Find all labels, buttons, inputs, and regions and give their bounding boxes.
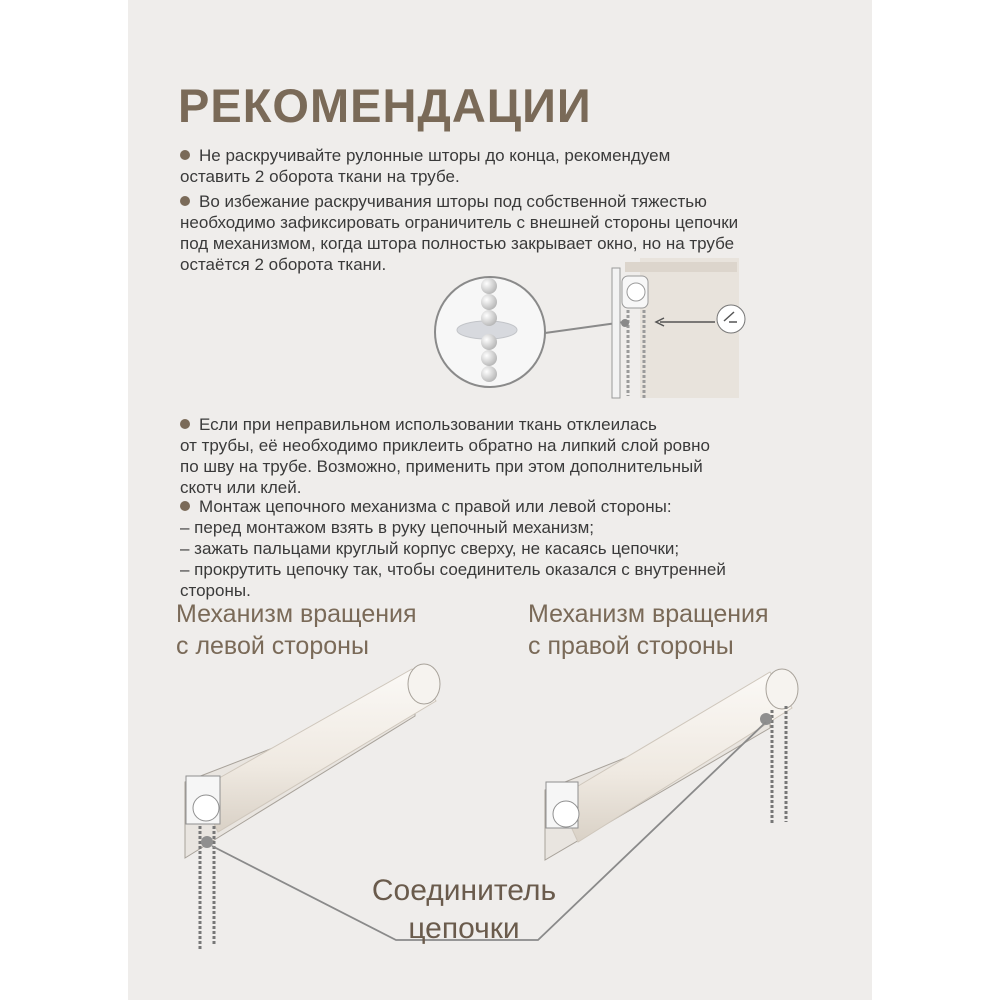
caption-right-mechanism: Механизм вращения с правой стороны [528, 600, 769, 660]
recommendation-4: Монтаж цепочного механизма с правой или левой стороны: – перед монтажом взять в руку цепочный механизм; – зажать пальцами круглый корпус сверху, не касаясь цепочки; – прокрутить цепочку так, чтобы соединитель оказался с внутренней стороны. [180, 497, 726, 600]
right-mechanism-illustration [545, 669, 798, 860]
connector-label: Соединитель цепочки [371, 874, 557, 945]
page-title: РЕКОМЕНДАЦИИ [178, 79, 592, 132]
blind-closed-illustration [612, 258, 745, 400]
recommendation-3: Если при неправильном использовании ткань отклеилась от трубы, её необходимо приклеить обратно на липкий слой ровно по шву на трубе. Возможно, применить при этом дополнительный скотч или клей. [180, 415, 711, 497]
stopper-zoom-illustration [435, 277, 624, 387]
caption-left-mechanism: Механизм вращения с левой стороны [176, 600, 417, 660]
recommendation-2: Во избежание раскручивания шторы под собственной тяжестью необходимо зафиксировать ограничитель с внешней стороны цепочки под механизмом, когда штора полностью закрывает окно, но на трубе остаётся 2 оборота ткани. [180, 192, 739, 274]
recommendation-1: Не раскручивайте рулонные шторы до конца, рекомендуем оставить 2 оборота ткани на трубе. [180, 146, 671, 186]
